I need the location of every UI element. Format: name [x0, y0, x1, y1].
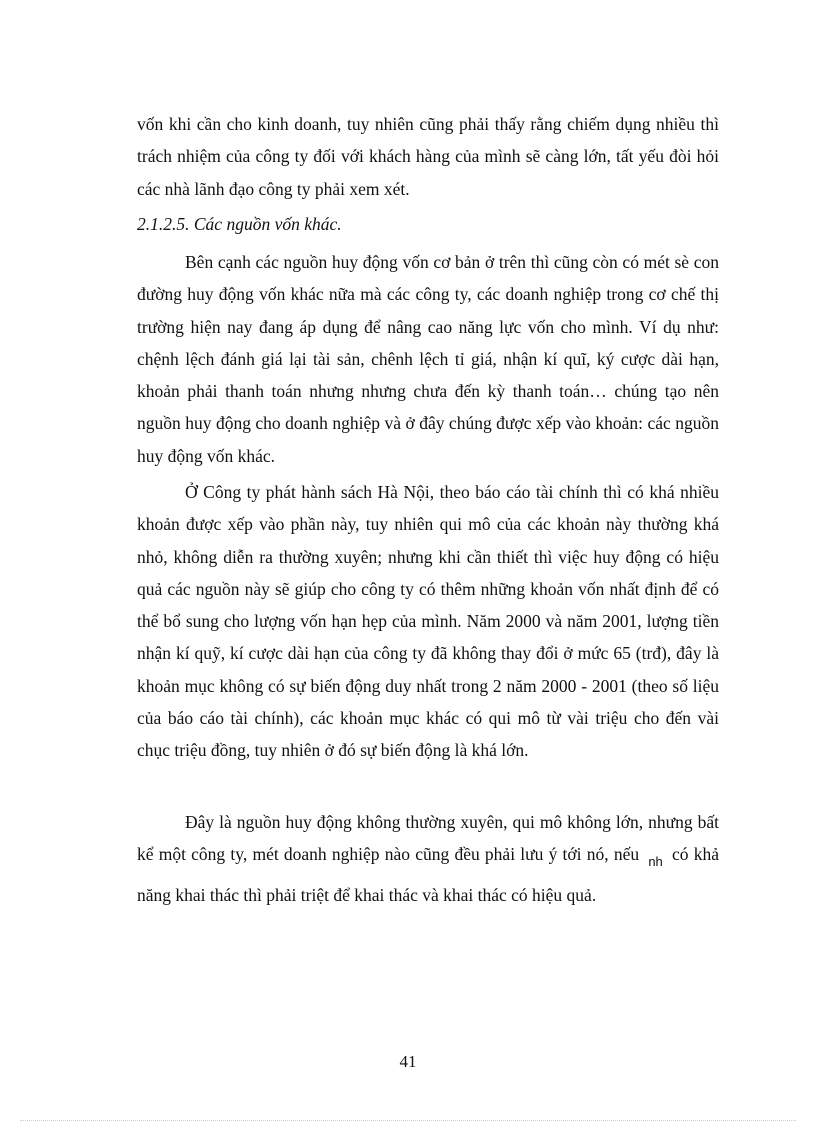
paragraph-hanoi-company: Ở Công ty phát hành sách Hà Nội, theo báo cáo tài chính thì có khá nhiều khoản được xếp vào phần này, tuy nhiên qui mô của các khoản này thường khá nhỏ, không diễn ra thường xuyên; nhưng khi cần thiết thì việc huy động có hiệu quả các nguồn này sẽ giúp cho công ty có thêm những khoản vốn nhất định để có thể bổ sung cho lượng vốn hạn hẹp của mình. Năm 2000 và năm 2001, lượng tiền nhận kí quỹ, kí cược dài hạn của công ty đã không thay đổi ở mức 65 (trđ), đây là khoản mục không có sự biến động duy nhất trong 2 năm 2000 - 2001 (theo số liệu của báo cáo tài chính), các khoản mục khác có qui mô từ vài triệu cho đến vài chục triệu đồng, tuy nhiên ở đó sự biến động là khá lớn.: [137, 482, 719, 761]
inline-note: nh: [648, 854, 663, 870]
page-number: 41: [399, 1052, 417, 1071]
footer-divider: [20, 1120, 796, 1121]
paragraph-other-sources: Bên cạnh các nguồn huy động vốn cơ bản ở trên thì cũng còn có mét sè con đường huy động vốn khác nữa mà các công ty, các doanh nghiệp trong cơ chế thị trường hiện nay đang áp dụng để nâng cao năng lực vốn cho mình. Ví dụ như: chệnh lệch đánh giá lại tài sản, chênh lệch tỉ giá, nhận kí quĩ, ký cược dài hạn, khoản phải thanh toán nhưng nhưng chưa đến kỳ thanh toán… chúng tạo nên nguồn huy động cho doanh nghiệp và ở đây chúng được xếp vào khoản: các nguồn huy động vốn khác.: [137, 252, 719, 466]
section-heading: 2.1.2.5. Các nguồn vốn khác.: [137, 214, 342, 234]
paragraph-conclusion: [137, 806, 719, 911]
paragraph-continuation: vốn khi cần cho kinh doanh, tuy nhiên cũng phải thấy rằng chiếm dụng nhiều thì trách nhiệm của công ty đối với khách hàng của mình sẽ càng lớn, tất yếu đòi hỏi các nhà lãnh đạo công ty phải xem xét.: [137, 114, 719, 199]
conclusion-text-end: có khả năng khai thác thì phải triệt để khai thác và khai thác có hiệu quả.: [137, 844, 719, 905]
conclusion-text-start: Đây là nguồn huy động không thường xuyên, qui mô không lớn, nhưng bất kể một công ty, mét doanh nghiệp nào cũng đều phải lưu ý tới nó, nếu: [137, 812, 719, 865]
